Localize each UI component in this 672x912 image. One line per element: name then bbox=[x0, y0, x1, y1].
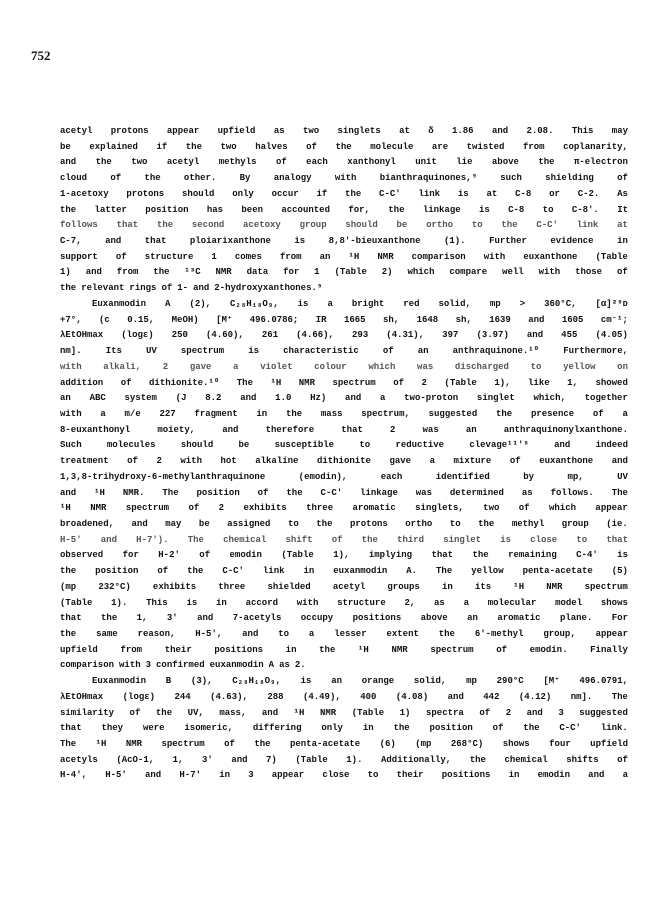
text-line: cloud of the other. By analogy with bianthraquinones,⁹ such shielding of bbox=[60, 173, 628, 184]
body-text bbox=[60, 124, 628, 784]
text-line: comparison with 3 confirmed euxanmodin A as 2. bbox=[60, 660, 306, 671]
text-line: λEtOHmax (logε) 244 (4.63), 288 (4.49), 400 (4.08) and 442 (4.12) nm]. The bbox=[60, 691, 628, 702]
text-line: observed for H-2' of emodin (Table 1), implying that the remaining C-4' is bbox=[60, 550, 628, 561]
text-line: Such molecules should be susceptible to reductive clevage¹¹'⁸ and indeed bbox=[60, 440, 628, 451]
text-line: the relevant rings of 1- and 2-hydroxyxanthones.⁹ bbox=[60, 283, 323, 294]
text-line: λEtOHmax (logε) 250 (4.60), 261 (4.66), 293 (4.31), 397 (3.97) and 455 (4.05) bbox=[60, 330, 628, 341]
text-line: ¹H NMR spectrum of 2 exhibits three aromatic singlets, two of which appear bbox=[60, 503, 628, 514]
text-line: the position of the C-C' link in euxanmodin A. The yellow penta-acetate (5) bbox=[60, 566, 628, 577]
text-line: follows that the second acetoxy group should be ortho to the C-C' link at bbox=[60, 220, 628, 231]
text-line: treatment of 2 with hot alkaline dithionite gave a mixture of euxanthone and bbox=[60, 456, 628, 467]
text-line: H-4', H-5' and H-7' in 3 appear close to their positions in emodin and a bbox=[60, 770, 628, 781]
text-line: that the 1, 3' and 7-acetyls occupy positions above an aromatic plane. For bbox=[60, 613, 628, 624]
text-line: (mp 232°C) exhibits three shielded acetyl groups in its ¹H NMR spectrum bbox=[60, 581, 628, 592]
text-line: 1,3,8-trihydroxy-6-methylanthraquinone (emodin), each identified by mp, UV bbox=[60, 471, 628, 482]
text-line: that they were isomeric, differing only in the position of the C-C' link. bbox=[60, 723, 628, 734]
text-line: Euxanmodin A (2), C₂₈H₁₈O₉, is a bright red solid, mp > 360°C, [α]²⁸ᴅ bbox=[92, 298, 628, 309]
text-line: Euxanmodin B (3), C₂₈H₁₈O₉, is an orange solid, mp 290°C [M⁺ 496.0791, bbox=[92, 676, 628, 687]
text-line: 8-euxanthonyl moiety, and therefore that 2 was an anthraquinonylxanthone. bbox=[60, 424, 628, 435]
text-line: be explained if the two halves of the molecule are twisted from coplanarity, bbox=[60, 141, 628, 152]
text-line: acetyls (AcO-1, 1, 3' and 7) (Table 1). Additionally, the chemical shifts of bbox=[60, 754, 628, 765]
text-line: 1-acetoxy protons should only occur if the C-C' link is at C-8 or C-2. As bbox=[60, 188, 628, 199]
text-line: 1) and from the ¹³C NMR data for 1 (Table 2) which compare well with those of bbox=[60, 267, 628, 278]
page-number: 752 bbox=[31, 48, 51, 63]
text-line: an ABC system (J 8.2 and 1.0 Hz) and a two-proton singlet which, together bbox=[60, 393, 628, 404]
text-line: C-7, and that ploiarixanthone is 8,8'-bieuxanthone (1). Further evidence in bbox=[60, 236, 628, 247]
text-line: and the two acetyl methyls of each xanthonyl unit lie above the π-electron bbox=[60, 157, 628, 168]
text-line: acetyl protons appear upfield as two singlets at δ 1.86 and 2.08. This may bbox=[60, 126, 628, 136]
text-line: upfield from their positions in the ¹H NMR spectrum of emodin. Finally bbox=[60, 644, 628, 655]
text-line: the latter position has been accounted for, the linkage is C-8 to C-8'. It bbox=[60, 204, 628, 215]
text-line: similarity of the UV, mass, and ¹H NMR (Table 1) spectra of 2 and 3 suggested bbox=[60, 707, 628, 718]
text-line: H-5' and H-7'). The chemical shift of the third singlet is close to that bbox=[60, 534, 628, 545]
text-line: and ¹H NMR. The position of the C-C' linkage was determined as follows. The bbox=[60, 487, 628, 498]
text-line: The ¹H NMR spectrum of the penta-acetate (6) (mp 268°C) shows four upfield bbox=[60, 739, 628, 750]
text-line: broadened, and may be assigned to the protons ortho to the methyl group (ie. bbox=[60, 518, 628, 529]
text-line: +7°, (c 0.15, MeOH) [M⁺ 496.0786; IR 1665 sh, 1648 sh, 1639 and 1605 cm⁻¹; bbox=[60, 314, 628, 325]
text-line: with alkali, 2 gave a violet colour which was discharged to yellow on bbox=[60, 361, 628, 372]
text-line: addition of dithionite.¹⁰ The ¹H NMR spectrum of 2 (Table 1), like 1, showed bbox=[60, 377, 628, 388]
text-line: (Table 1). This is in accord with structure 2, as a molecular model shows bbox=[60, 597, 628, 608]
text-line: with a m/e 227 fragment in the mass spectrum, suggested the presence of a bbox=[60, 408, 628, 419]
text-line: nm]. Its UV spectrum is characteristic of an anthraquinone.¹⁰ Furthermore, bbox=[60, 346, 628, 357]
text-line: the same reason, H-5', and to a lesser extent the 6'-methyl group, appear bbox=[60, 629, 628, 639]
text-line: support of structure 1 comes from an ¹H NMR comparison with euxanthone (Table bbox=[60, 251, 628, 262]
